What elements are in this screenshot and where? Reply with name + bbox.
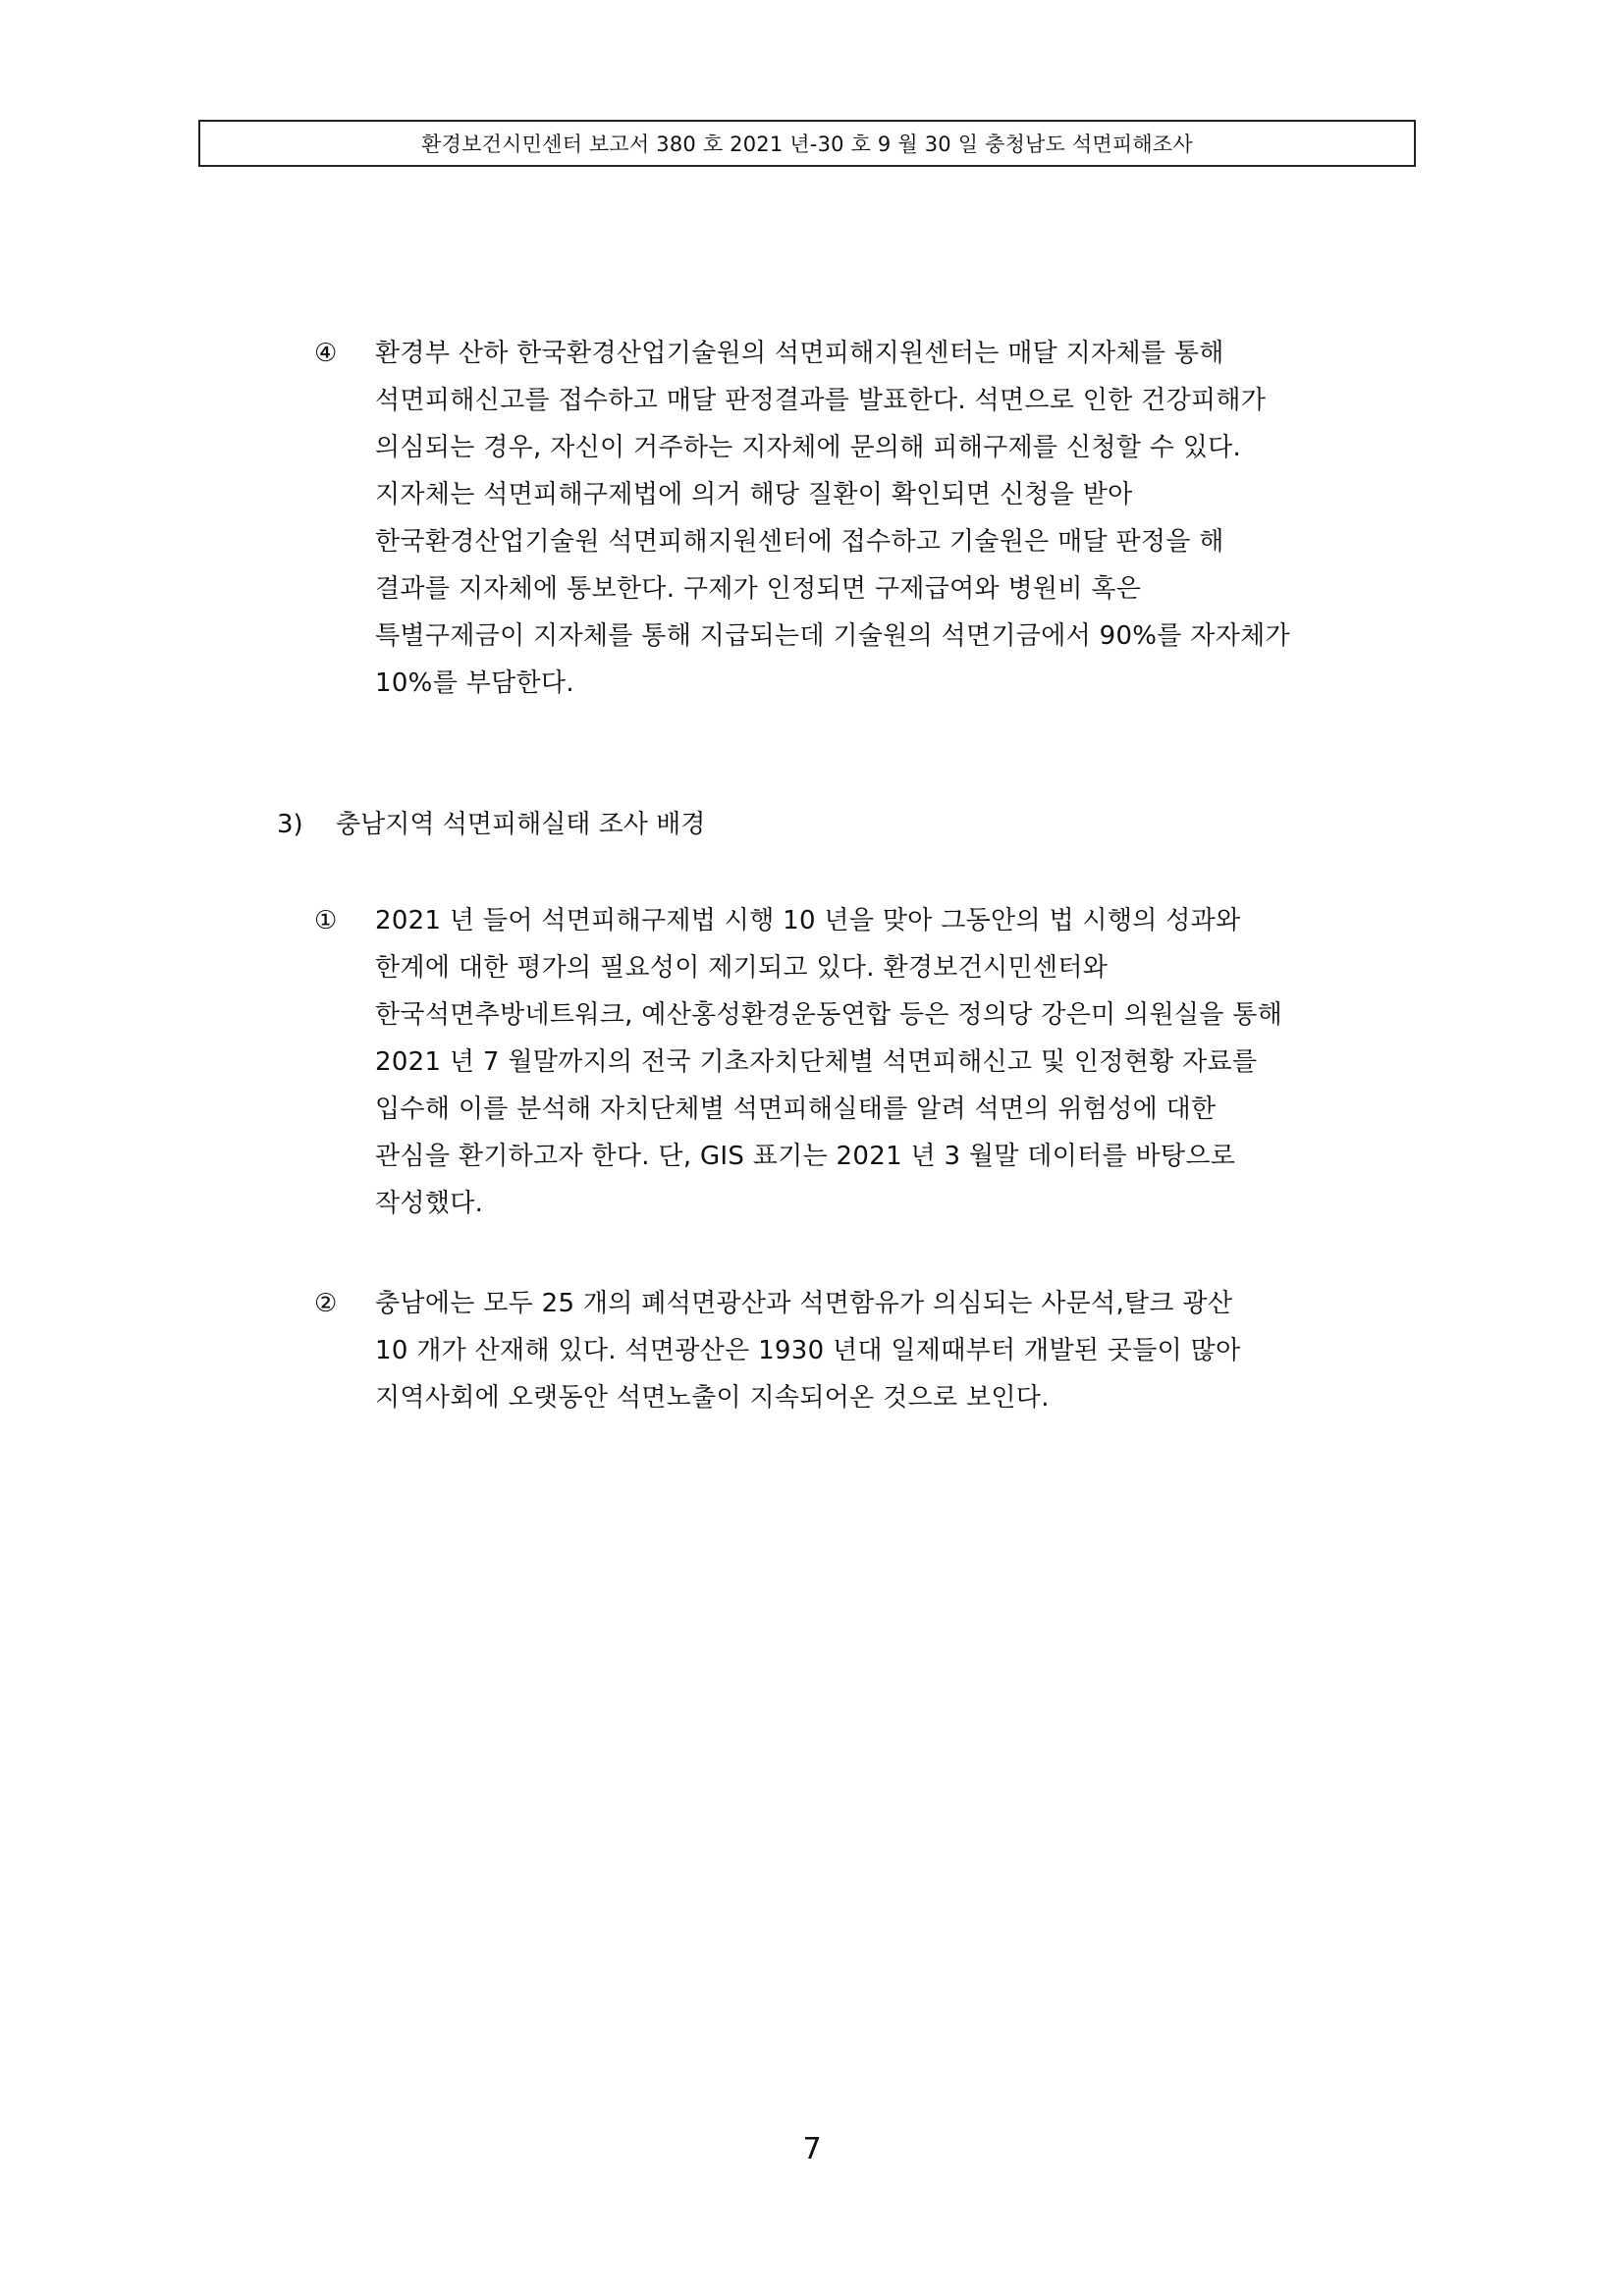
text-line: 10 개가 산재해 있다. 석면광산은 1930 년대 일제때부터 개발된 곳들이 많아 — [375, 1336, 1241, 1365]
text-line: 관심을 환기하고자 한다. 단, GIS 표기는 2021 년 3 월말 데이터를 바탕으로 — [375, 1142, 1236, 1171]
text-line: 충남에는 모두 25 개의 폐석면광산과 석면함유가 의심되는 사문석,탈크 광산 — [375, 1289, 1233, 1318]
text-line: 한국석면추방네트워크, 예산홍성환경운동연합 등은 정의당 강은미 의원실을 통해 — [375, 1000, 1283, 1030]
text-line: 작성했다. — [375, 1189, 484, 1218]
page-number: 7 — [802, 2132, 822, 2166]
section-heading — [277, 801, 705, 848]
paragraph-text — [375, 1280, 1416, 1421]
item-marker: ① — [314, 906, 338, 935]
text-line: 10%를 부담한다. — [375, 668, 574, 698]
section-number: 3) — [277, 810, 303, 839]
text-line: 한계에 대한 평가의 필요성이 제기되고 있다. 환경보건시민센터와 — [375, 953, 1109, 983]
report-header-title: 환경보건시민센터 보고서 380 호 2021 년-30 호 9 월 30 일 충청남도 석면피해조사 — [421, 133, 1193, 156]
paragraph-text — [375, 330, 1416, 707]
text-line: 2021 년 7 월말까지의 전국 기초자치단체별 석면피해신고 및 인정현황 자료를 — [375, 1047, 1258, 1077]
item-marker: ② — [314, 1289, 338, 1318]
report-header — [198, 120, 1416, 167]
text-line: 지자체는 석면피해구제법에 의거 해당 질환이 확인되면 신청을 받아 — [375, 480, 1133, 509]
text-line: 석면피해신고를 접수하고 매달 판정결과를 발표한다. 석면으로 인한 건강피해가 — [375, 386, 1267, 415]
text-line: 2021 년 들어 석면피해구제법 시행 10 년을 맞아 그동안의 법 시행의 성과와 — [375, 906, 1241, 935]
section-title: 충남지역 석면피해실태 조사 배경 — [336, 810, 706, 839]
text-line: 의심되는 경우, 자신이 거주하는 지자체에 문의해 피해구제를 신청할 수 있다. — [375, 433, 1242, 462]
paragraph-text — [375, 897, 1416, 1227]
text-line: 한국환경산업기술원 석면피해지원센터에 접수하고 기술원은 매달 판정을 해 — [375, 527, 1224, 557]
text-line: 지역사회에 오랫동안 석면노출이 지속되어온 것으로 보인다. — [375, 1383, 1050, 1413]
text-line: 결과를 지자체에 통보한다. 구제가 인정되면 구제급여와 병원비 혹은 — [375, 574, 1142, 604]
text-line: 특별구제금이 지자체를 통해 지급되는데 기술원의 석면기금에서 90%를 자자체가 — [375, 621, 1290, 651]
text-line: 환경부 산하 한국환경산업기술원의 석면피해지원센터는 매달 지자체를 통해 — [375, 339, 1224, 368]
item-marker: ④ — [314, 339, 338, 368]
text-line: 입수해 이를 분석해 자치단체별 석면피해실태를 알려 석면의 위험성에 대한 — [375, 1095, 1217, 1124]
